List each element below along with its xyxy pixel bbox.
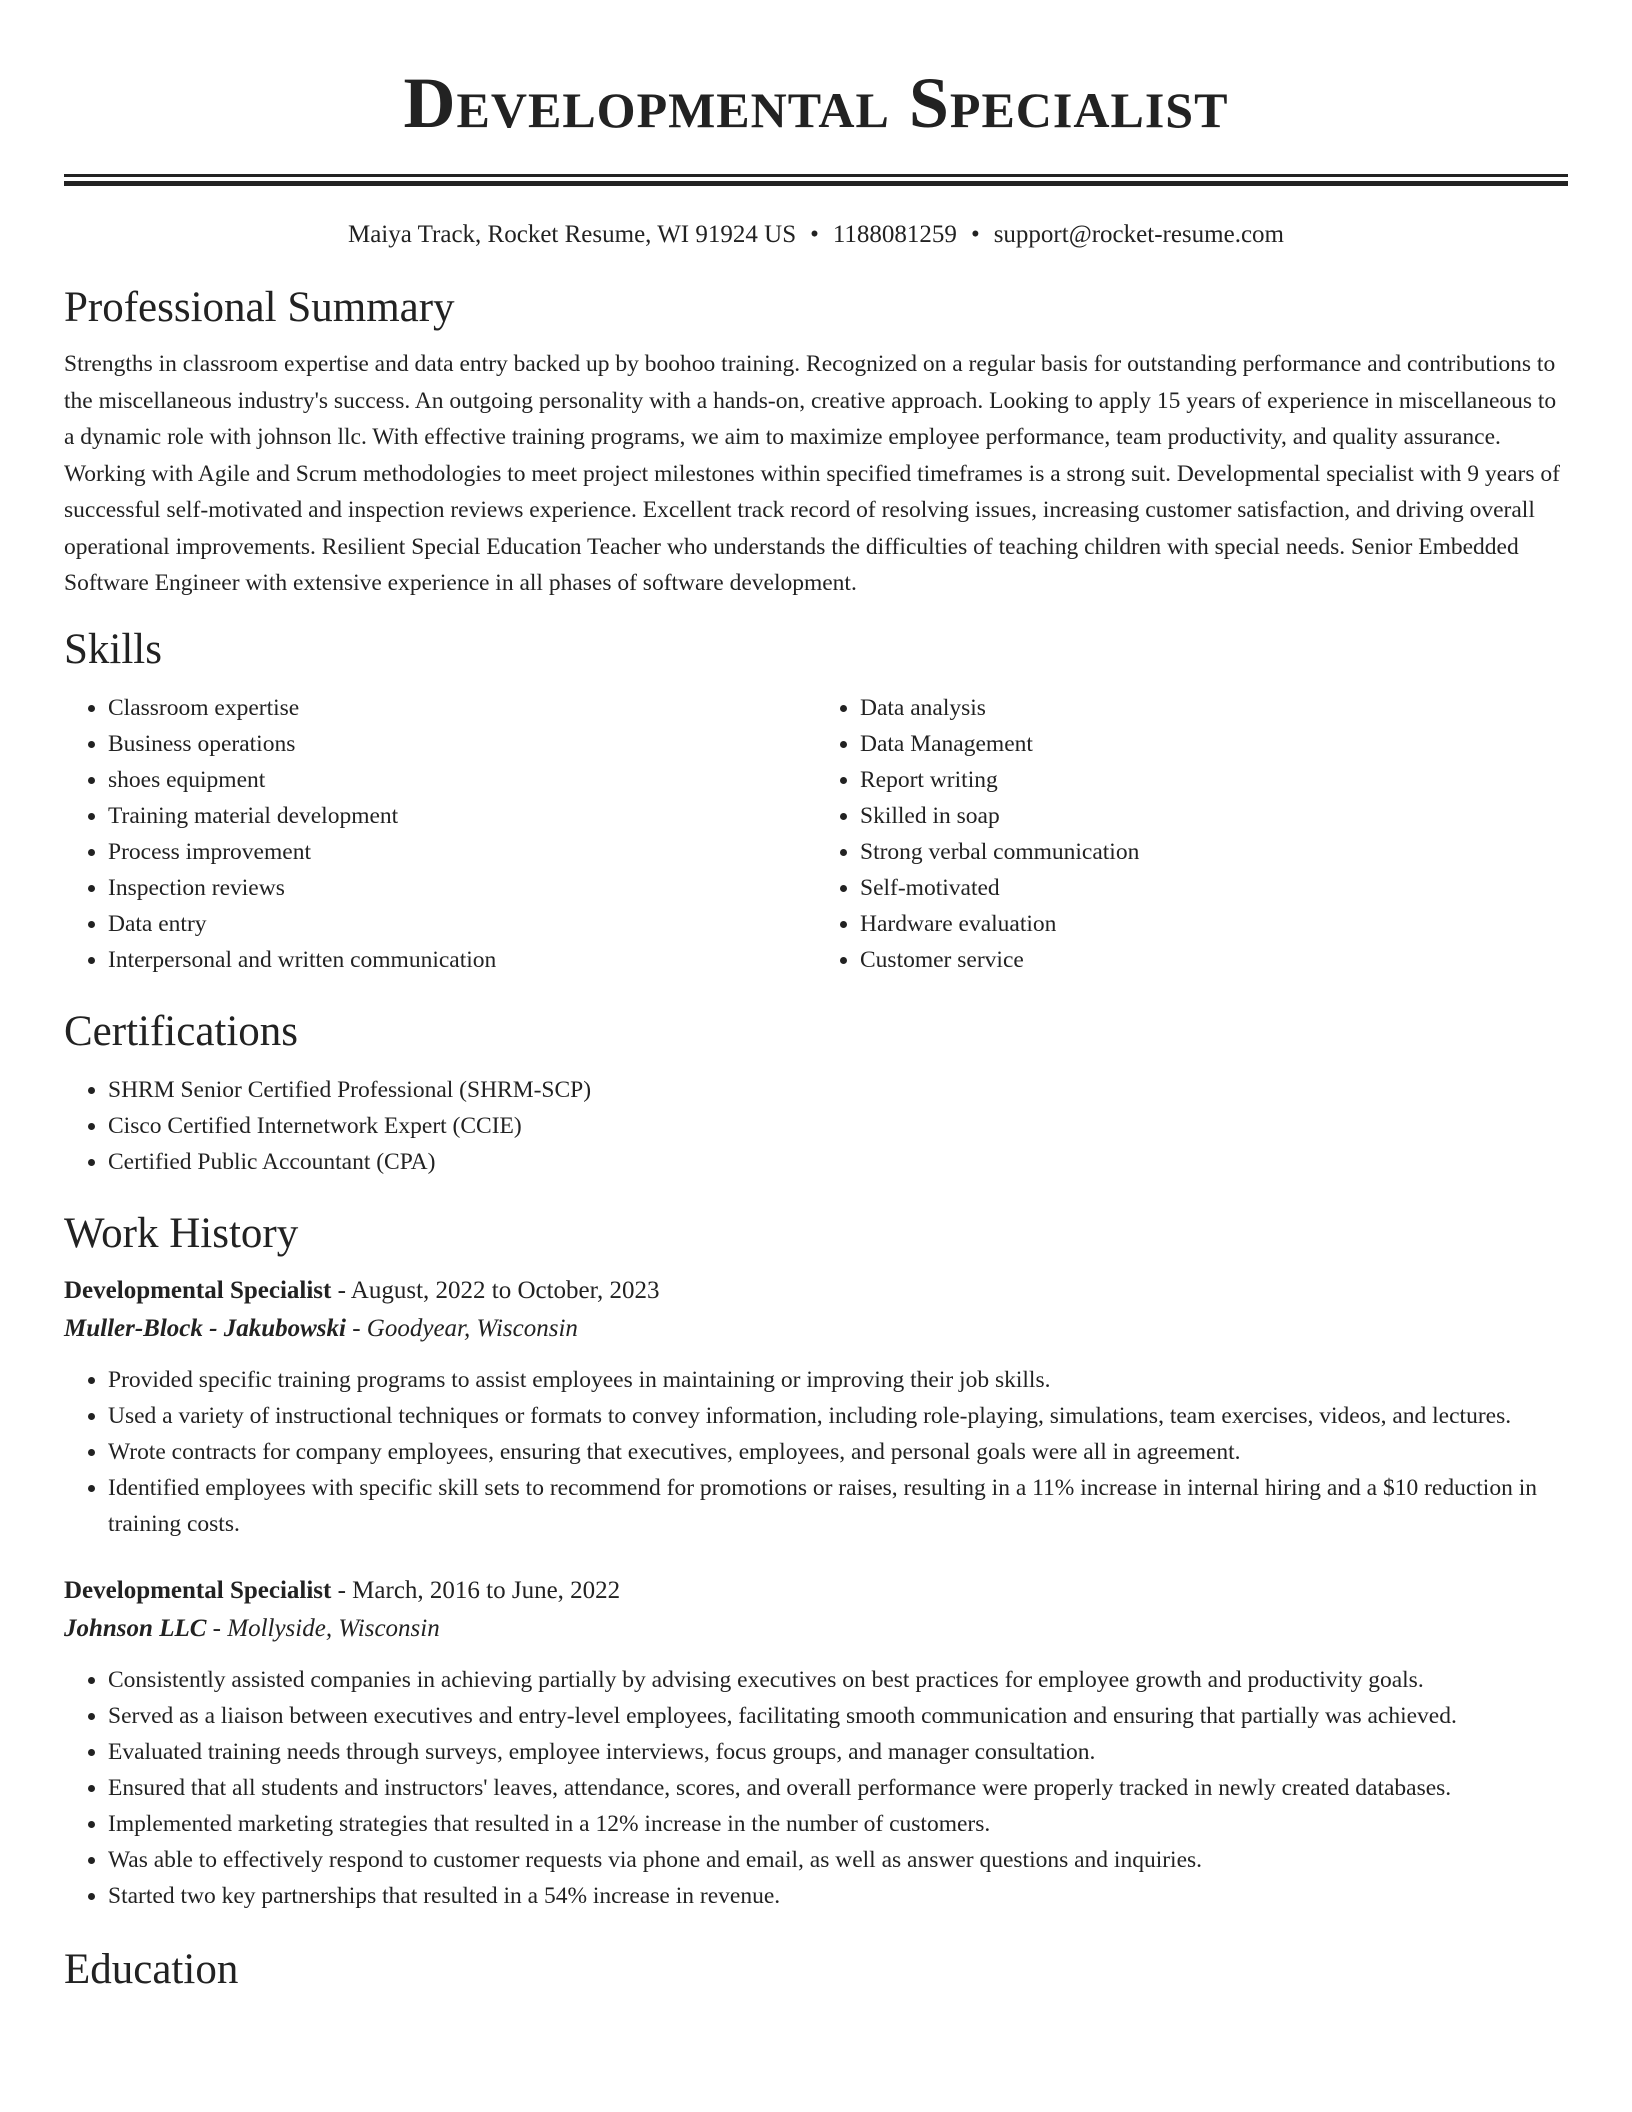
skills-section [64,624,1568,978]
job-title: Developmental Specialist [64,1576,332,1604]
certifications-section [64,1006,1568,1180]
job-bullet: • Identified employees with specific skill sets to recommend for promotions or raises, resulting in a 11% increase in internal hiring and a $10 reduction in training costs. [108,1470,1568,1542]
contact-address: Maiya Track, Rocket Resume, WI 91924 US [347,221,797,248]
contact-line [64,218,1568,252]
job-entry [64,1572,1568,1914]
skill-item: • shoes equipment [108,762,816,798]
employer-name: Johnson LLC [64,1614,207,1642]
job-bullet: • Implemented marketing strategies that resulted in a 12% increase in the number of customers. [108,1806,1568,1842]
employer-line [64,1310,1568,1348]
job-bullet: • Started two key partnerships that resulted in a 54% increase in revenue. [108,1878,1568,1914]
skill-item: • Skilled in soap [860,798,1568,834]
contact-separator: • [810,221,819,248]
job-title: Developmental Specialist [64,1276,332,1304]
job-title-line [64,1272,1568,1310]
skill-item: • Strong verbal communication [860,834,1568,870]
skills-list-left [64,690,816,978]
job-bullet: • Ensured that all students and instructors' leaves, attendance, scores, and overall performance were properly tracked in newly created databases. [108,1770,1568,1806]
skill-item: • Data entry [108,906,816,942]
education-heading: Education [64,1945,239,1993]
skills-heading: Skills [64,625,162,673]
job-bullet: • Wrote contracts for company employees, ensuring that executives, employees, and personal goals were all in agreement. [108,1434,1568,1470]
skill-item: • Classroom expertise [108,690,816,726]
skill-item: • Process improvement [108,834,816,870]
employer-location: - Mollyside, Wisconsin [206,1614,440,1642]
job-entry [64,1272,1568,1542]
education-section [64,1944,1568,1996]
contact-phone: 1188081259 [832,221,957,248]
skills-columns [64,690,1568,978]
job-bullets [64,1662,1568,1914]
job-bullet: • Provided specific training programs to assist employees in maintaining or improving their job skills. [108,1362,1568,1398]
job-dates: - March, 2016 to June, 2022 [331,1576,621,1604]
skill-item: • Interpersonal and written communication [108,942,816,978]
skill-item: • Inspection reviews [108,870,816,906]
resume-title: Developmental Specialist [403,63,1229,143]
skill-item: • Report writing [860,762,1568,798]
title-divider [64,174,1568,186]
certifications-heading: Certifications [64,1007,299,1055]
skills-list-right [816,690,1568,978]
certification-item: • SHRM Senior Certified Professional (SHRM-SCP) [108,1072,1568,1108]
job-bullet: • Consistently assisted companies in achieving partially by advising executives on best practices for employee growth and productivity goals. [108,1662,1568,1698]
contact-separator: • [970,221,980,248]
job-title-line [64,1572,1568,1610]
job-dates: - August, 2022 to October, 2023 [331,1276,660,1304]
job-bullet: • Was able to effectively respond to customer requests via phone and email, as well as answer questions and inquiries. [108,1842,1568,1878]
job-bullet: • Evaluated training needs through surveys, employee interviews, focus groups, and manager consultation. [108,1734,1568,1770]
contact-email: support@rocket-resume.com [993,221,1284,248]
employer-line [64,1610,1568,1648]
job-bullet: • Used a variety of instructional techniques or formats to convey information, including role-playing, simulations, team exercises, videos, and lectures. [108,1398,1568,1434]
summary-text: Strengths in classroom expertise and data entry backed up by boohoo training. Recognized on a regular basis for outstanding performance and contributions to the miscellaneous industry's success. An outgoing personality with a hands-on, creative approach. Looking to apply 15 years of experience in miscellaneous to a dynamic role with johnson llc. With effective training programs, we aim to maximize employee performance, team productivity, and quality assurance. Working with Agile and Scrum methodologies to meet project milestones within specified timeframes is a strong suit. Developmental specialist with 9 years of successful self-motivated and inspection reviews experience. Excellent track record of resolving issues, increasing customer satisfaction, and driving overall operational improvements. Resilient Special Education Teacher who understands the difficulties of teaching children with special needs. Senior Embedded Software Engineer with extensive experience in all phases of software development. [64,351,1560,596]
employer-location: - Goodyear, Wisconsin [345,1314,578,1342]
work-history-heading: Work History [64,1209,299,1257]
certifications-list [64,1072,1568,1180]
skill-item: • Self-motivated [860,870,1568,906]
skill-item: • Data analysis [860,690,1568,726]
skill-item: • Business operations [108,726,816,762]
employer-name: Muller-Block - Jakubowski [64,1314,346,1342]
skill-item: • Training material development [108,798,816,834]
summary-heading: Professional Summary [64,284,455,331]
certification-item: • Cisco Certified Internetwork Expert (CCIE) [108,1108,1568,1144]
skill-item: • Customer service [860,942,1568,978]
certification-item: • Certified Public Accountant (CPA) [108,1144,1568,1180]
skill-item: • Hardware evaluation [860,906,1568,942]
skill-item: • Data Management [860,726,1568,762]
job-bullets [64,1362,1568,1542]
job-bullet: • Served as a liaison between executives and entry-level employees, facilitating smooth communication and ensuring that partially was achieved. [108,1698,1568,1734]
work-history-section [64,1208,1568,1914]
summary-section [64,282,1568,602]
